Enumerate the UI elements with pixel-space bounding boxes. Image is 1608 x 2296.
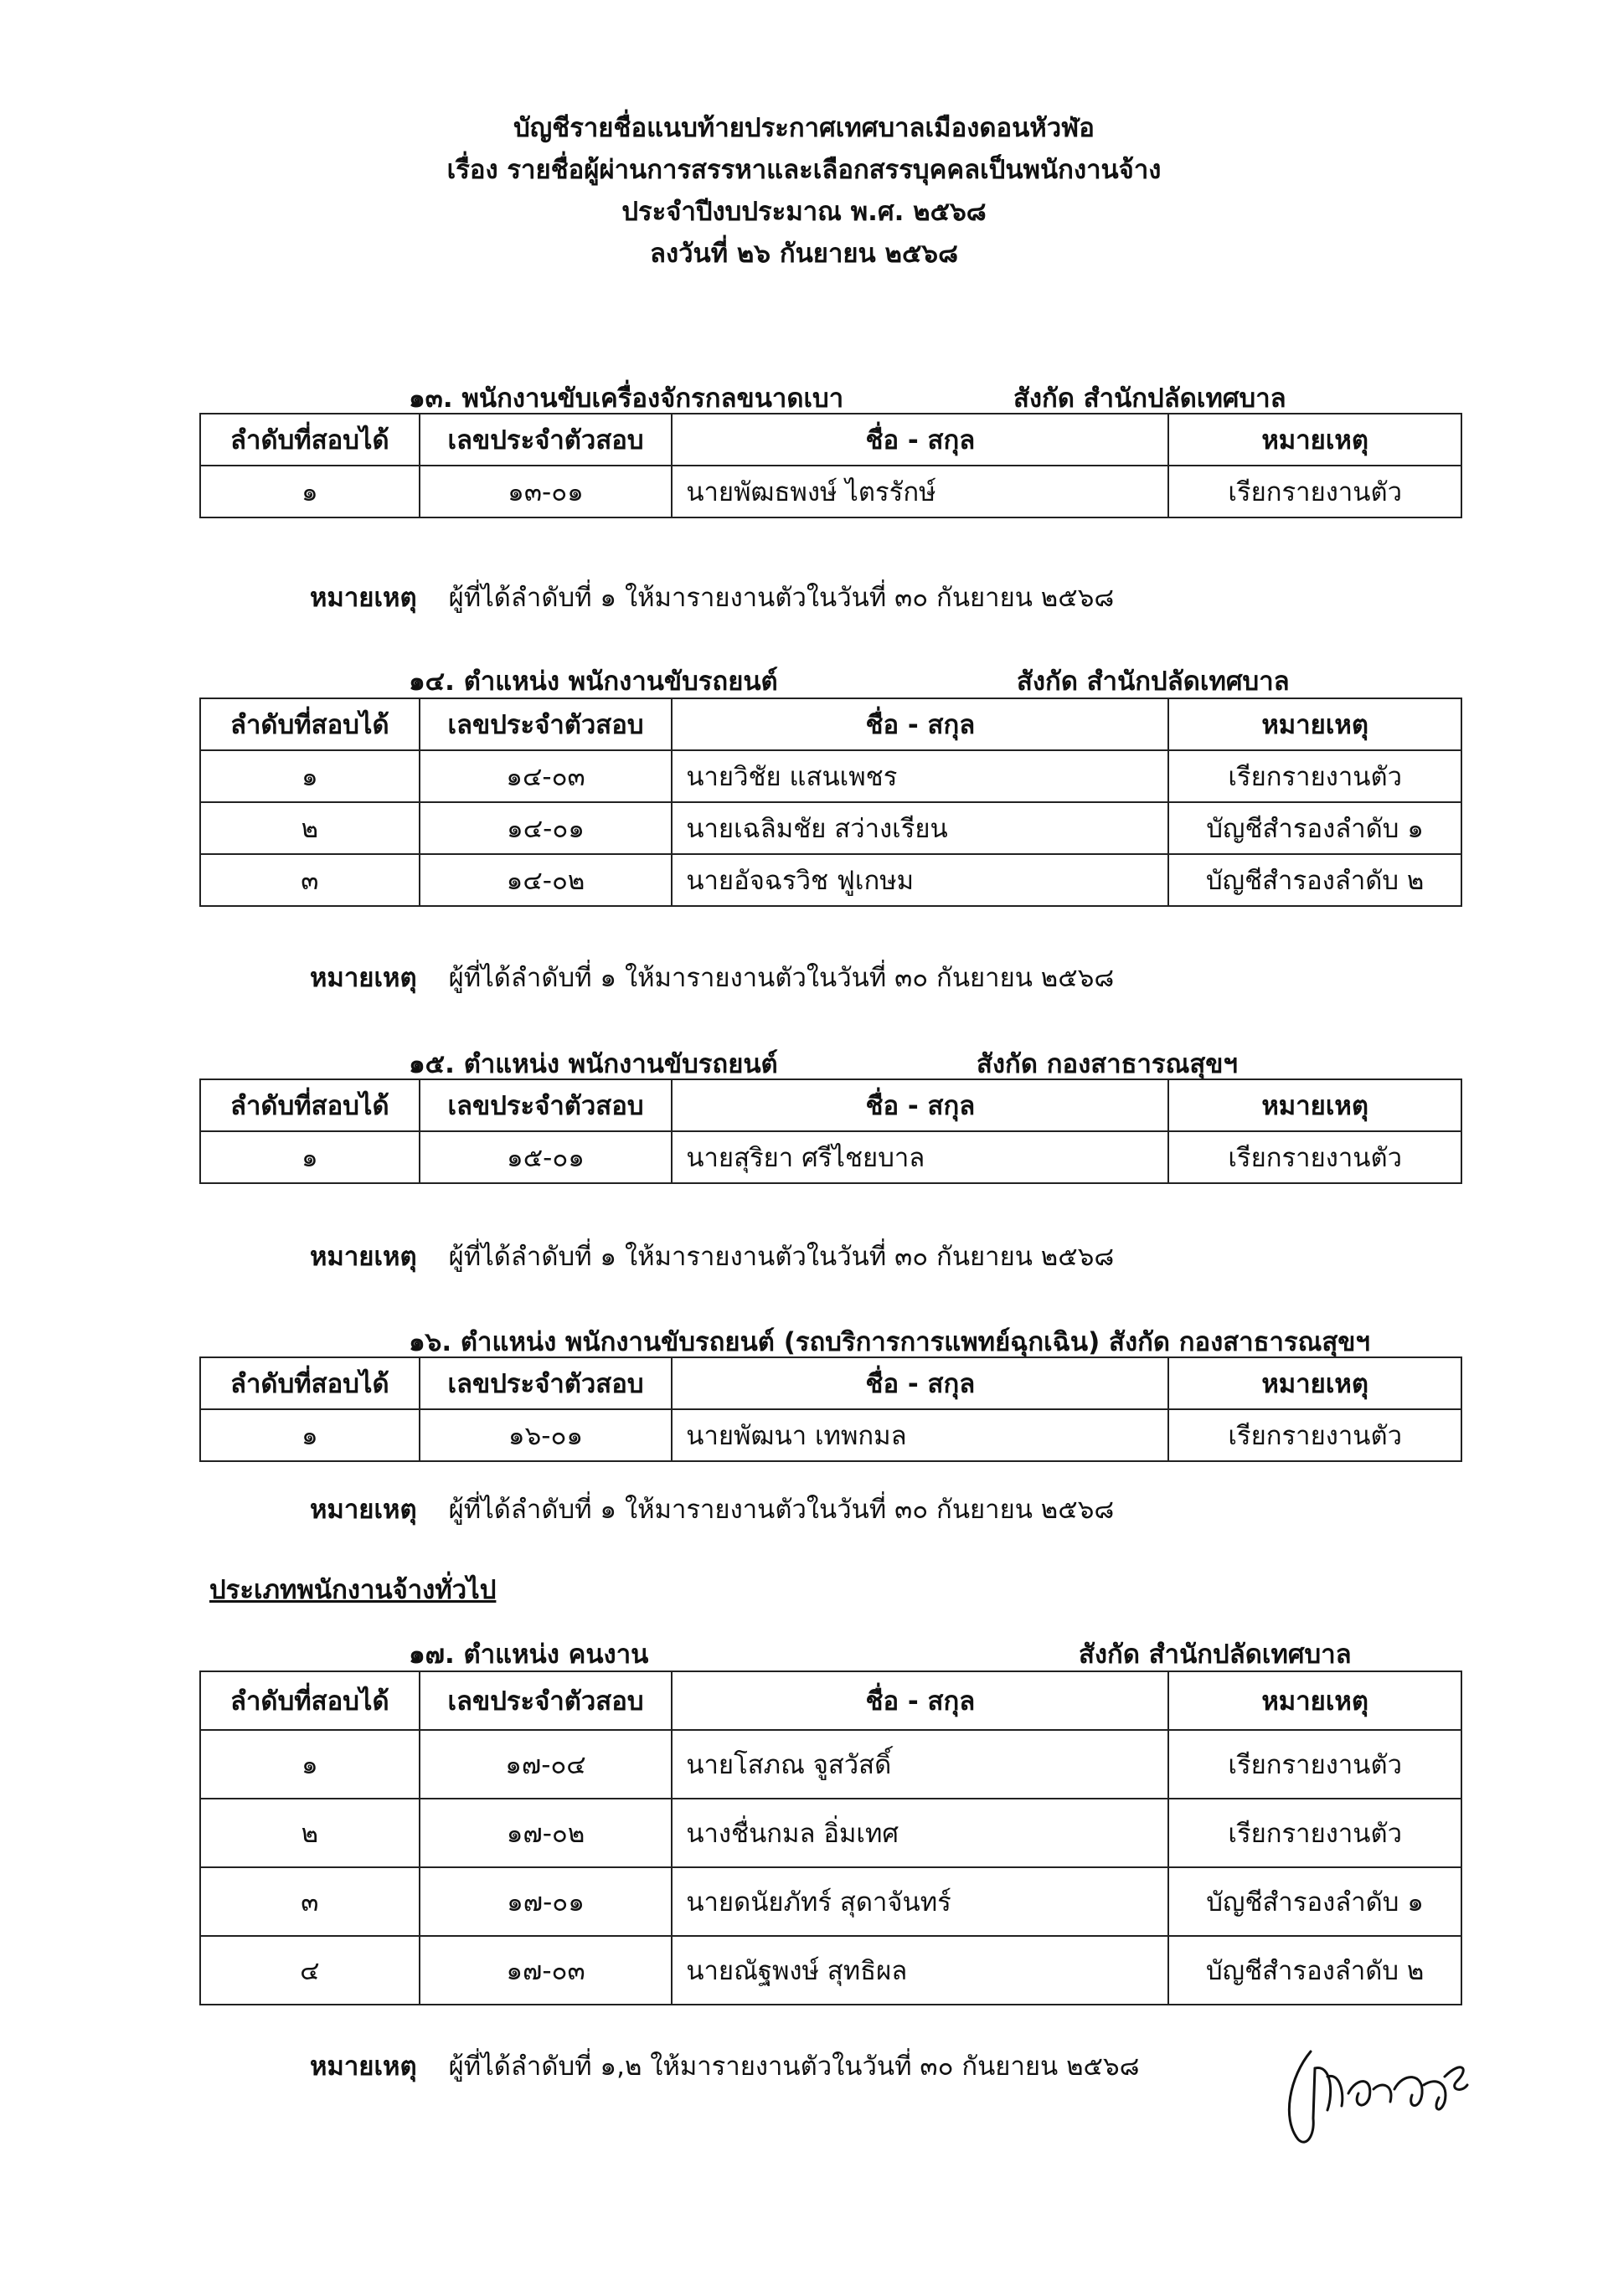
exam-id-cell: ๑๕-๐๑ <box>420 1131 673 1183</box>
rank-cell: ๓ <box>200 1867 420 1936</box>
col-name: ชื่อ - สกุล <box>672 414 1168 466</box>
remark-cell: เรียกรายงานตัว <box>1168 466 1461 517</box>
rank-cell: ๔ <box>200 1936 420 2005</box>
agency-label: สังกัด สำนักปลัดเทศบาล <box>1013 384 1286 414</box>
position-title: ๑๗. ตำแหน่ง คนงาน <box>409 1640 649 1670</box>
handwritten-signature <box>1281 2043 1474 2152</box>
note-text: ผู้ที่ได้ลำดับที่ ๑ ให้มารายงานตัวในวันที่ ๓๐ กันยายน ๒๕๖๘ <box>448 583 1115 613</box>
table-row <box>200 802 1461 854</box>
note-text: ผู้ที่ได้ลำดับที่ ๑,๒ ให้มารายงานตัวในวันที่ ๓๐ กันยายน ๒๕๖๘ <box>448 2051 1140 2082</box>
col-rank: ลำดับที่สอบได้ <box>200 698 420 750</box>
name-cell: นางชื่นกมล อิ่มเทศ <box>672 1799 1168 1867</box>
table-row <box>200 1799 1461 1867</box>
col-remark: หมายเหตุ <box>1168 1357 1461 1409</box>
col-rank: ลำดับที่สอบได้ <box>200 1671 420 1730</box>
col-rank: ลำดับที่สอบได้ <box>200 414 420 466</box>
name-cell: นายวิชัย แสนเพชร <box>672 750 1168 802</box>
exam-id-cell: ๑๓-๐๑ <box>420 466 673 517</box>
rank-cell: ๑ <box>200 750 420 802</box>
col-remark: หมายเหตุ <box>1168 1671 1461 1730</box>
remark-cell: เรียกรายงานตัว <box>1168 1799 1461 1867</box>
table-header-row <box>200 1079 1461 1131</box>
agency-label: สังกัด สำนักปลัดเทศบาล <box>1017 667 1290 697</box>
table-row <box>200 1730 1461 1799</box>
header-date: ลงวันที่ ๒๖ กันยายน ๒๕๖๘ <box>649 239 959 269</box>
section-17-table <box>199 1671 1462 2005</box>
position-title: ๑๖. ตำแหน่ง พนักงานขับรถยนต์ (รถบริการการแพทย์ฉุกเฉิน) สังกัด กองสาธารณสุขฯ <box>409 1327 1370 1357</box>
exam-id-cell: ๑๗-๐๒ <box>420 1799 673 1867</box>
document-header <box>0 107 1608 275</box>
section-16-table <box>199 1356 1462 1462</box>
exam-id-cell: ๑๗-๐๑ <box>420 1867 673 1936</box>
table-row <box>200 466 1461 517</box>
rank-cell: ๑ <box>200 1730 420 1799</box>
exam-id-cell: ๑๔-๐๑ <box>420 802 673 854</box>
agency-label: สังกัด กองสาธารณสุขฯ <box>977 1049 1238 1079</box>
exam-id-cell: ๑๗-๐๔ <box>420 1730 673 1799</box>
position-title: ๑๔. ตำแหน่ง พนักงานขับรถยนต์ <box>409 667 778 697</box>
remark-cell: เรียกรายงานตัว <box>1168 750 1461 802</box>
note-text: ผู้ที่ได้ลำดับที่ ๑ ให้มารายงานตัวในวันที่ ๓๐ กันยายน ๒๕๖๘ <box>448 1242 1115 1272</box>
header-subject: เรื่อง รายชื่อผู้ผ่านการสรรหาและเลือกสรรบุคคลเป็นพนักงานจ้าง <box>446 155 1162 185</box>
remark-cell: บัญชีสำรองลำดับ ๑ <box>1168 802 1461 854</box>
table-row <box>200 750 1461 802</box>
note-label: หมายเหตุ <box>310 963 417 993</box>
remark-cell: เรียกรายงานตัว <box>1168 1131 1461 1183</box>
name-cell: นายพัฒนา เทพกมล <box>672 1409 1168 1461</box>
header-title: บัญชีรายชื่อแนบท้ายประกาศเทศบาลเมืองดอนหัวฬ่อ <box>513 113 1095 143</box>
remark-cell: เรียกรายงานตัว <box>1168 1730 1461 1799</box>
name-cell: นายอัจฉรวิช ฟูเกษม <box>672 854 1168 906</box>
exam-id-cell: ๑๔-๐๓ <box>420 750 673 802</box>
category-heading: ประเภทพนักงานจ้างทั่วไป <box>209 1575 497 1605</box>
table-header-row <box>200 1671 1461 1730</box>
name-cell: นายโสภณ จูสวัสดิ์ <box>672 1730 1168 1799</box>
col-name: ชื่อ - สกุล <box>672 1357 1168 1409</box>
rank-cell: ๑ <box>200 1131 420 1183</box>
col-name: ชื่อ - สกุล <box>672 698 1168 750</box>
agency-label: สังกัด สำนักปลัดเทศบาล <box>1079 1640 1352 1670</box>
exam-id-cell: ๑๔-๐๒ <box>420 854 673 906</box>
section-14-table <box>199 698 1462 907</box>
section-15-note <box>310 1235 1114 1277</box>
section-14-note <box>310 956 1114 998</box>
note-label: หมายเหตุ <box>310 1242 417 1272</box>
col-exam-id: เลขประจำตัวสอบ <box>420 698 673 750</box>
col-remark: หมายเหตุ <box>1168 1079 1461 1131</box>
header-fiscal-year: ประจำปีงบประมาณ พ.ศ. ๒๕๖๘ <box>621 197 987 227</box>
remark-cell: บัญชีสำรองลำดับ ๒ <box>1168 1936 1461 2005</box>
exam-id-cell: ๑๖-๐๑ <box>420 1409 673 1461</box>
table-header-row <box>200 1357 1461 1409</box>
note-label: หมายเหตุ <box>310 1495 417 1525</box>
table-row <box>200 1936 1461 2005</box>
table-row <box>200 1131 1461 1183</box>
col-exam-id: เลขประจำตัวสอบ <box>420 414 673 466</box>
col-name: ชื่อ - สกุล <box>672 1671 1168 1730</box>
position-title: ๑๓. พนักงานขับเครื่องจักรกลขนาดเบา <box>409 384 844 414</box>
rank-cell: ๒ <box>200 802 420 854</box>
col-exam-id: เลขประจำตัวสอบ <box>420 1671 673 1730</box>
note-text: ผู้ที่ได้ลำดับที่ ๑ ให้มารายงานตัวในวันที่ ๓๐ กันยายน ๒๕๖๘ <box>448 1495 1115 1525</box>
remark-cell: เรียกรายงานตัว <box>1168 1409 1461 1461</box>
table-row <box>200 1409 1461 1461</box>
col-exam-id: เลขประจำตัวสอบ <box>420 1357 673 1409</box>
section-13-table <box>199 413 1462 518</box>
col-name: ชื่อ - สกุล <box>672 1079 1168 1131</box>
name-cell: นายเฉลิมชัย สว่างเรียน <box>672 802 1168 854</box>
name-cell: นายดนัยภัทร์ สุดาจันทร์ <box>672 1867 1168 1936</box>
col-remark: หมายเหตุ <box>1168 414 1461 466</box>
section-15-table <box>199 1079 1462 1184</box>
remark-cell: บัญชีสำรองลำดับ ๒ <box>1168 854 1461 906</box>
note-text: ผู้ที่ได้ลำดับที่ ๑ ให้มารายงานตัวในวันที่ ๓๐ กันยายน ๒๕๖๘ <box>448 963 1115 993</box>
section-13-note <box>310 576 1114 618</box>
position-title: ๑๕. ตำแหน่ง พนักงานขับรถยนต์ <box>409 1049 778 1079</box>
name-cell: นายณัฐพงษ์ สุทธิผล <box>672 1936 1168 2005</box>
note-label: หมายเหตุ <box>310 583 417 613</box>
rank-cell: ๑ <box>200 1409 420 1461</box>
col-rank: ลำดับที่สอบได้ <box>200 1357 420 1409</box>
col-remark: หมายเหตุ <box>1168 698 1461 750</box>
table-header-row <box>200 698 1461 750</box>
note-label: หมายเหตุ <box>310 2051 417 2082</box>
rank-cell: ๓ <box>200 854 420 906</box>
table-row <box>200 1867 1461 1936</box>
table-row <box>200 854 1461 906</box>
name-cell: นายพัฒธพงษ์ ไตรรักษ์ <box>672 466 1168 517</box>
rank-cell: ๑ <box>200 466 420 517</box>
exam-id-cell: ๑๗-๐๓ <box>420 1936 673 2005</box>
section-16-note <box>310 1488 1114 1530</box>
col-rank: ลำดับที่สอบได้ <box>200 1079 420 1131</box>
rank-cell: ๒ <box>200 1799 420 1867</box>
remark-cell: บัญชีสำรองลำดับ ๑ <box>1168 1867 1461 1936</box>
section-17-note <box>310 2045 1140 2087</box>
name-cell: นายสุริยา ศรีไชยบาล <box>672 1131 1168 1183</box>
col-exam-id: เลขประจำตัวสอบ <box>420 1079 673 1131</box>
table-header-row <box>200 414 1461 466</box>
